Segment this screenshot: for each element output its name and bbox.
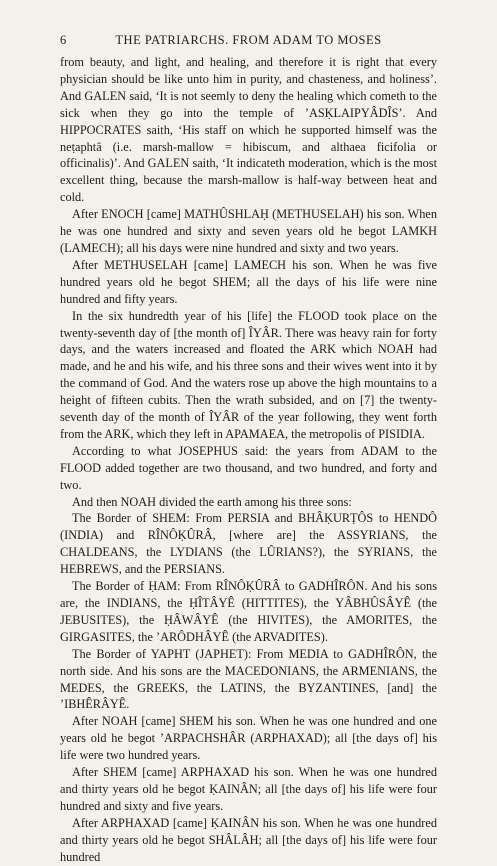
paragraph: The Border of SHEM: From PERSIA and BHÂḲURṬÔS to HENDÔ (INDIA) and RÎNÔḲÛRÂ, [where are] the ASSYRIANS, the CHALDEANS, the LYDIANS (the LÛRIANS?), the SYRIANS, the HEBREWS, and the PERSIANS. <box>60 511 437 577</box>
running-title: THE PATRIARCHS. FROM ADAM TO MOSES <box>115 33 382 47</box>
paragraph: The Border of YAPHT (JAPHET): From MEDIA to GADHÎRÔN, the north side. And his sons are the MACEDONIANS, the ARMENIANS, the MEDES, the GREEKS, the LATINS, the BYZANTINES, [and] the ’IBHÊRÂYÊ. <box>60 646 437 712</box>
paragraph: After SHEM [came] ARPHAXAD his son. When he was one hundred and thirty years old he begot ḲAINÂN; all [the days of] his life were four hundred and sixty and five years. <box>60 765 437 813</box>
body-text <box>60 54 437 866</box>
paragraph: The Border of ḤAM: From RÎNÔḲÛRÂ to GADHÎRÔN. And his sons are, the INDIANS, the ḤÎTÂYÊ (HITTITES), the YÂBHÛSÂYÊ (the JEBUSITES), the ḤÂWÂYÊ (the HIVITES), the AMORITES, the GIRGASITES, the ’ARÔDHÂYÊ (the ARVADITES). <box>60 579 437 644</box>
page-number: 6 <box>60 33 67 47</box>
paragraph: After METHUSELAH [came] LAMECH his son. When he was five hundred years old he begot SHEM; all the days of his life were nine hundred and fifty years. <box>60 257 437 306</box>
paragraph: After NOAH [came] SHEM his son. When he was one hundred and one years old he begot ’ARPACHSHÂR (ARPHAXAD); all [the days of] his life were two hundred years. <box>60 714 437 763</box>
paragraph: And then NOAH divided the earth among his three sons: <box>72 494 352 509</box>
paragraph: After ARPHAXAD [came] ḲAINÂN his son. When he was one hundred and thirty years old he begot SHÂLÂH; all [the days of] his life were four hundred <box>60 815 437 864</box>
paragraph: After ENOCH [came] MATHÛSHLAḤ (METHUSELAH) his son. When he was one hundred and sixty and seven years old he begot LAMKH (LAMECH); all his days were nine hundred and sixty and two years. <box>60 207 437 255</box>
paragraph: In the six hundredth year of his [life] the FLOOD took place on the twenty-seventh day of [the month of] ÎYÂR. There was heavy rain for forty days, and the waters increased and floated the ARK which NOAH had made, and he and his wife, and his three sons and their wives went into it by the command of God. And the waters rose up above the high mountains to a height of fifteen cubits. Then the wrath subsided, and on [7] the twenty-seventh day of the month of ÎYÂR of the year following, they went forth from the ARK, which they left in APAMAEA, the metropolis of PISIDIA. <box>60 308 437 441</box>
paragraph: from beauty, and light, and healing, and therefore it is right that every physician should be like unto him in purity, and chasteness, and holiness’. And GALEN said, ‘It is not seemly to deny the healing which cometh to the sick when they go into the temple of ’ASḲLAIPYÂDÎS’. And HIPPOCRATES saith, ‘His staff on which he supported himself was the neṭaphtâ (i.e. marsh-mallow = hibiscum, and althaea ficifolia or officinalis)’. And GALEN saith, ‘It indicateth moderation, which is the most excellent thing, because the marsh-mallow is half-way between heat and cold. <box>60 55 437 205</box>
paragraph: According to what JOSEPHUS said: the years from ADAM to the FLOOD added together are two thousand, and two hundred, and forty and two. <box>60 443 437 492</box>
